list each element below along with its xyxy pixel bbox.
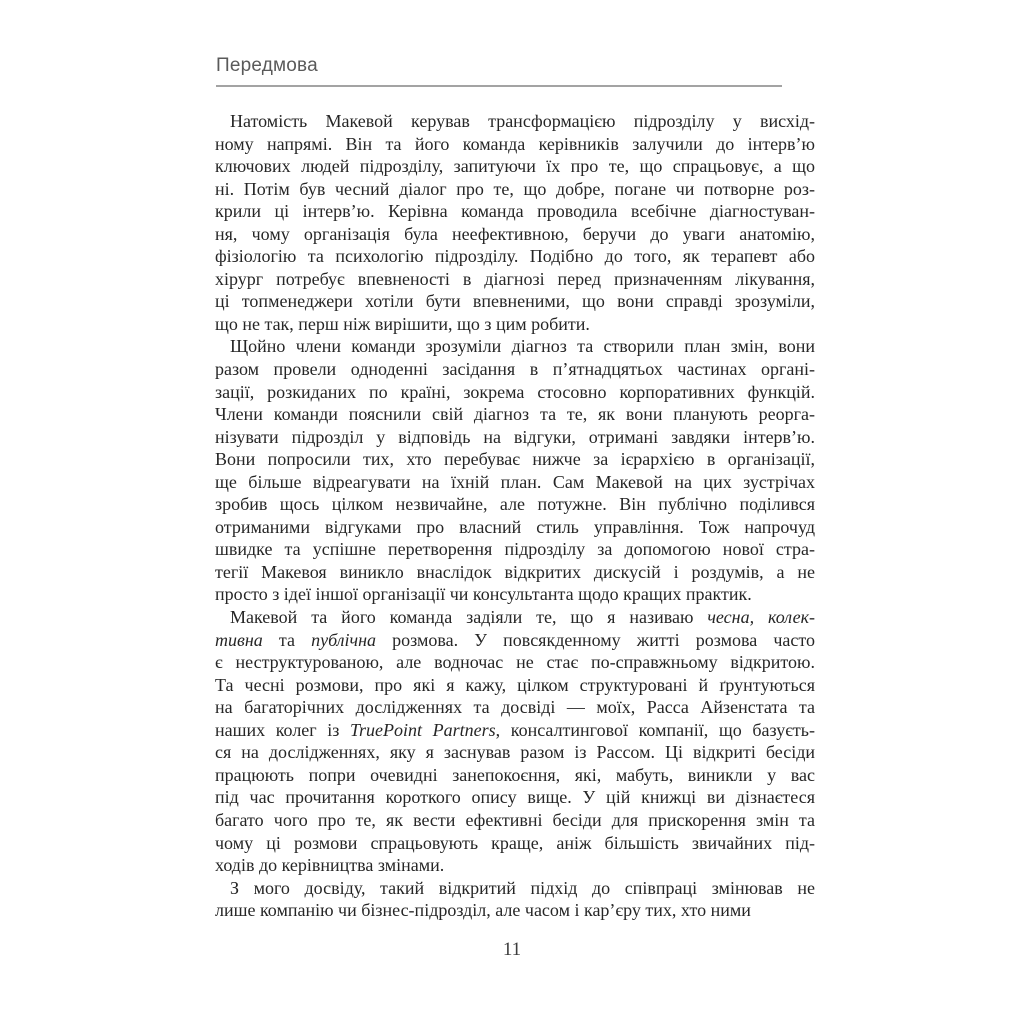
text-line: є неструктурованою, але водночас не стає по-справжньому відкритою.	[215, 652, 815, 673]
header-rule	[216, 85, 782, 87]
page-number: 11	[502, 939, 522, 960]
text-line: Макевой та його команда задіяли те, що я називаю чесна, колек-	[230, 607, 815, 628]
text-line: ся на дослідженнях, яку я заснував разом із Рассом. Ці відкриті бесіди	[215, 742, 815, 763]
text-line: що не так, перш ніж вирішити, що з цим робити.	[215, 313, 590, 334]
text-line: отриманими відгуками про власний стиль управління. Тож напрочуд	[215, 516, 815, 537]
text-line: ні. Потім був чесний діалог про те, що добре, погане чи потворне роз-	[215, 178, 815, 199]
text-line: працюють попри очевидні занепокоєння, які, мабуть, виникли у вас	[215, 764, 815, 785]
text-line: ходів до керівництва змінами.	[215, 855, 445, 876]
text-line: Члени команди пояснили свій діагноз та те, як вони планують реорга-	[215, 404, 815, 425]
text-line: наших колег із TruePoint Partners, консалтингової компанії, що базуєть-	[215, 719, 815, 740]
text-line: під час прочитання короткого опису вище. У цій книжці ви дізнаєтеся	[215, 787, 815, 808]
text-line: ще більше відреагувати на їхній план. Сам Макевой на цих зустрічах	[215, 471, 815, 492]
text-line: швидке та успішне перетворення підрозділу за допомогою нової стра-	[215, 539, 815, 560]
text-line: на багаторічних дослідженнях та досвіді — моїх, Расса Айзенстата та	[215, 697, 815, 718]
text-line: Щойно члени команди зрозуміли діагноз та створили план змін, вони	[230, 336, 815, 357]
text-line: тивна та публічна розмова. У повсякденному житті розмова часто	[215, 629, 815, 650]
text-line: ня, чому організація була неефективною, беручи до уваги анатомію,	[215, 223, 815, 244]
text-line: просто з ідеї іншої організації чи консультанта щодо кращих практик.	[215, 584, 752, 605]
text-line: зації, розкиданих по країні, зокрема стосовно корпоративних функцій.	[215, 381, 815, 402]
text-line: чому ці розмови спрацьовують краще, аніж більшість звичайних під-	[215, 832, 815, 853]
text-line: ному напрямі. Він та його команда керівників залучили до інтерв’ю	[215, 133, 815, 154]
text-line: ключових людей підрозділу, запитуючи їх про те, що спрацьовує, а що	[215, 156, 815, 177]
text-line: ці топменеджери хотіли бути впевненими, що вони справді зрозуміли,	[215, 291, 815, 312]
running-header: Передмова	[216, 55, 318, 76]
text-line: хірург потребує впевненості в діагнозі перед призначенням лікування,	[215, 268, 815, 289]
text-line: Вони попросили тих, хто перебуває нижче за ієрархією в організації,	[215, 449, 815, 470]
text-line: Натомість Макевой керував трансформацією підрозділу у висхід-	[230, 111, 815, 131]
text-line: З мого досвіду, такий відкритий підхід до співпраці змінював не	[230, 877, 815, 898]
body-text	[215, 110, 815, 922]
text-line: фізіологію та психологію підрозділу. Подібно до того, як терапевт або	[215, 246, 815, 267]
text-line: разом провели одноденні засідання в п’ятнадцятьох частинах органі-	[215, 359, 815, 380]
text-line: тегії Макевоя виникло внаслідок відкритих дискусій і роздумів, а не	[215, 561, 815, 582]
text-line: багато чого про те, як вести ефективні бесіди для прискорення змін та	[215, 809, 815, 830]
text-line: зробив щось цілком незвичайне, але потужне. Він публічно поділився	[215, 494, 815, 515]
text-line: крили ці інтерв’ю. Керівна команда проводила всебічне діагностуван-	[215, 201, 815, 222]
text-line: нізувати підрозділ у відповідь на відгуки, отримані завдяки інтерв’ю.	[215, 426, 815, 447]
text-line: Та чесні розмови, про які я кажу, цілком структуровані й ґрунтуються	[215, 674, 815, 695]
text-line: лише компанію чи бізнес-підрозділ, але часом і кар’єру тих, хто ними	[215, 900, 751, 921]
